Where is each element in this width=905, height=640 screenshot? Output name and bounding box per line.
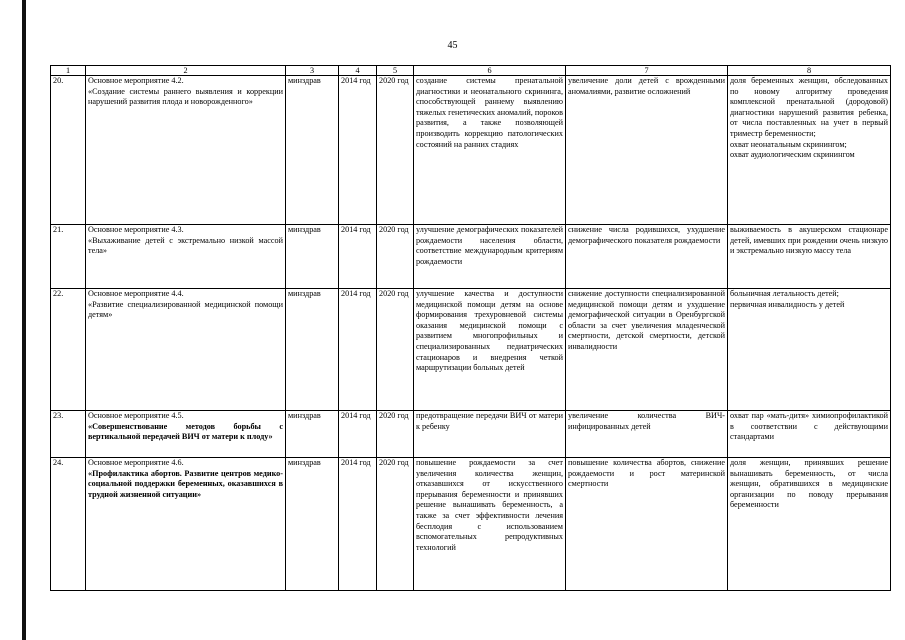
indicator-line: первичная инвалидность у детей (730, 299, 845, 309)
expected-result-cell: улучшение качества и доступности медицинской помощи детям на основе формирования трехуровневой системы оказания медицинской помощи с развитием многопрофильных и специализированных педиатрических стационаров и внедрения четкой маршрутизации больных детей (414, 289, 566, 411)
row-number: 20. (51, 76, 86, 225)
col-header-5: 5 (377, 66, 414, 76)
indicator-line: больничная летальность детей; (730, 289, 839, 298)
measure-name: «Развитие специализированной медицинской помощи детям» (88, 299, 283, 320)
measure-title: Основное мероприятие 4.5. (88, 411, 184, 420)
col-header-6: 6 (414, 66, 566, 76)
indicator-line: охват неонатальным скринингом; (730, 139, 847, 149)
executor-cell: минздрав (286, 289, 339, 411)
measure-cell (86, 76, 286, 225)
indicator-cell (728, 76, 891, 225)
executor-cell: минздрав (286, 411, 339, 458)
measure-name: «Создание системы раннего выявления и коррекции нарушений развития плода и новорожденного» (88, 86, 283, 107)
executor-cell: минздрав (286, 225, 339, 289)
col-header-7: 7 (566, 66, 728, 76)
measure-title: Основное мероприятие 4.3. (88, 225, 184, 234)
col-header-1: 1 (51, 66, 86, 76)
table-row (51, 458, 891, 591)
measure-cell (86, 411, 286, 458)
measure-cell (86, 289, 286, 411)
start-year-cell: 2014 год (339, 289, 377, 411)
binder-margin-line (22, 0, 26, 640)
indicator-line: охват аудиологическим скринингом (730, 150, 855, 160)
col-header-3: 3 (286, 66, 339, 76)
indicator-line: доля беременных женщин, обследованных по новому алгоритму проведения комплексной пренатальной (дородовой) диагностики нарушений развития ребенка, от числа поставленных на учет в первый триместр беременности; (730, 76, 888, 138)
col-header-2: 2 (86, 66, 286, 76)
row-number: 22. (51, 289, 86, 411)
program-measures-table (50, 65, 891, 591)
row-number: 23. (51, 411, 86, 458)
consequences-cell: повышение количества абортов, снижение рождаемости и рост материнской смертности (566, 458, 728, 591)
indicator-cell (728, 411, 891, 458)
end-year-cell: 2020 год (377, 458, 414, 591)
indicator-line: выживаемость в акушерском стационаре детей, имевших при рождении очень низкую и экстремально низкую массу тела (730, 225, 888, 256)
indicator-line: охват пар «мать-дитя» химиопрофилактикой в соответствии с действующими стандартами (730, 411, 888, 442)
table-row (51, 411, 891, 458)
measure-name: «Выхаживание детей с экстремально низкой массой тела» (88, 235, 283, 256)
measure-title: Основное мероприятие 4.2. (88, 76, 184, 85)
start-year-cell: 2014 год (339, 225, 377, 289)
measure-name: «Совершенствование методов борьбы с вертикальной передачей ВИЧ от матери к плоду» (88, 421, 283, 442)
start-year-cell: 2014 год (339, 411, 377, 458)
indicator-cell (728, 458, 891, 591)
column-number-row (51, 66, 891, 76)
col-header-4: 4 (339, 66, 377, 76)
end-year-cell: 2020 год (377, 411, 414, 458)
executor-cell: минздрав (286, 458, 339, 591)
indicator-cell (728, 225, 891, 289)
expected-result-cell: повышение рождаемости за счет увеличения количества женщин, отказавшихся от искусственного прерывания беременности и принявших решение вынашивать беременность, а также за счет эффективности лечения бесплодия с использованием вспомогательных репродуктивных технологий (414, 458, 566, 591)
table-row (51, 225, 891, 289)
measure-cell (86, 458, 286, 591)
end-year-cell: 2020 год (377, 289, 414, 411)
end-year-cell: 2020 год (377, 225, 414, 289)
consequences-cell: снижение доступности специализированной медицинской помощи детям и ухудшение демографической ситуации в Оренбургской области за счет увеличения младенческой смертности, детской смертности, детской инвалидности (566, 289, 728, 411)
consequences-cell: увеличение доли детей с врожденными аномалиями, развитие осложнений (566, 76, 728, 225)
measure-title: Основное мероприятие 4.4. (88, 289, 184, 298)
indicator-cell (728, 289, 891, 411)
expected-result-cell: улучшение демографических показателей рождаемости населения области, соответствие международным критериям рождаемости (414, 225, 566, 289)
consequences-cell: снижение числа родившихся, ухудшение демографического показателя рождаемости (566, 225, 728, 289)
table-row (51, 289, 891, 411)
page-number: 45 (447, 40, 458, 51)
row-number: 21. (51, 225, 86, 289)
start-year-cell: 2014 год (339, 458, 377, 591)
measure-name: «Профилактика абортов. Развитие центров медико-социальной поддержки беременных, оказавшихся в трудной жизненной ситуации» (88, 468, 283, 499)
table-row (51, 76, 891, 225)
measure-title: Основное мероприятие 4.6. (88, 458, 184, 467)
end-year-cell: 2020 год (377, 76, 414, 225)
consequences-cell: увеличение количества ВИЧ-инфицированных детей (566, 411, 728, 458)
expected-result-cell: создание системы пренатальной диагностики и неонатального скрининга, способствующей раннему выявлению тяжелых генетических аномалий, пороков развития, а также позволяющей производить коррекцию патологических состояний на ранних стадиях (414, 76, 566, 225)
start-year-cell: 2014 год (339, 76, 377, 225)
col-header-8: 8 (728, 66, 891, 76)
indicator-line: доля женщин, принявших решение вынашивать беременность, от числа женщин, обратившихся в медицинские организации по поводу прерывания беременности (730, 458, 888, 510)
executor-cell: минздрав (286, 76, 339, 225)
measure-cell (86, 225, 286, 289)
expected-result-cell: предотвращение передачи ВИЧ от матери к ребенку (414, 411, 566, 458)
row-number: 24. (51, 458, 86, 591)
